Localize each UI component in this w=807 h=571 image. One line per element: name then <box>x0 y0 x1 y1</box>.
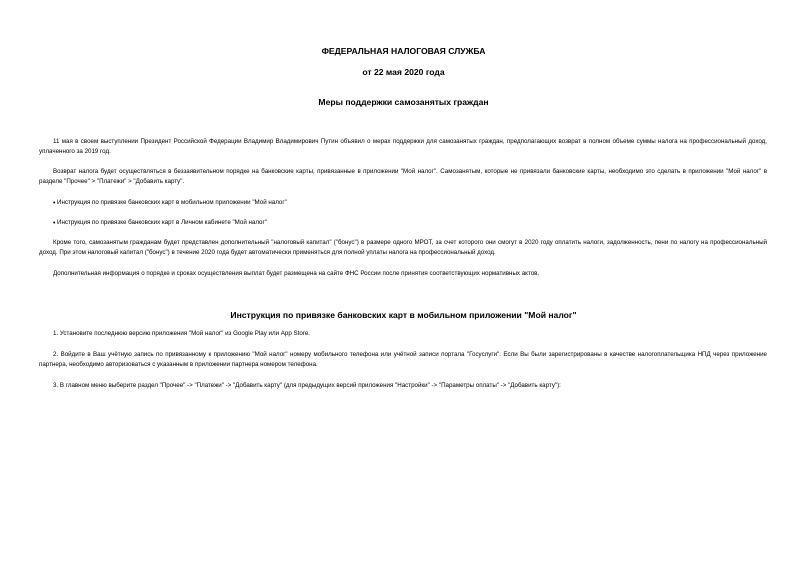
section-title: Инструкция по привязке банковских карт в мобильном приложении "Мой налог" <box>230 310 577 320</box>
step-2: 2. Войдите в Ваш учётную запись по привязанному к приложению "Мой налог" номеру мобильного телефона или учётной записи портала "Госуслуги". Если Вы были зарегистрированы в качестве налогоплательщика НПД через приложение партнера, необходимо авторизоваться с указанным в приложении партнера номером телефона. <box>39 351 767 368</box>
bullet-icon: • <box>53 220 56 227</box>
paragraph-additional-info: Дополнительная информация о порядке и сроках осуществления выплат будет размещена на сайте ФНС России после принятия соответствующих нормативных актов. <box>53 270 540 277</box>
paragraph-announcement: 11 мая в своем выступлении Президент Российской Федерации Владимир Владимирович Путин объявил о мерах поддержки для самозанятых граждан, предполагающих возврат в полном объеме суммы налога на профессиональный доход, уплаченного за 2019 год. <box>39 138 767 155</box>
paragraph-tax-capital: Кроме того, самозанятым гражданам будет представлен дополнительный "налоговый капитал" ("бонус") в размере одного МРОТ, за счет которого они смогут в 2020 году оплатить налоги, задолженность, пени по налогу на профессиональный доход. При этом налоговый капитал ("бонус") в течение 2020 года будет автоматически применяться для полной уплаты налога на профессиональный доход. <box>39 239 767 256</box>
date-heading: от 22 мая 2020 года <box>362 67 445 77</box>
step-3: 3. В главном меню выберите раздел "Прочее" -> "Платежи" -> "Добавить карту" (для предыдущих версий приложения "Настройки" -> "Параметры оплаты" -> "Добавить карту"): <box>53 382 561 389</box>
link-label: Инструкция по привязке банковских карт в мобильном приложении "Мой налог" <box>57 199 287 206</box>
bullet-icon: • <box>53 200 56 207</box>
link-personal-account-instruction[interactable] <box>53 218 267 228</box>
org-heading: ФЕДЕРАЛЬНАЯ НАЛОГОВАЯ СЛУЖБА <box>321 46 486 56</box>
page-title: Меры поддержки самозанятых граждан <box>318 97 489 107</box>
link-label: Инструкция по привязке банковских карт в Личном кабинете "Мой налог" <box>57 219 267 226</box>
step-1: 1. Установите последнюю версию приложения "Мой налог" из Google Play или App Store. <box>53 330 310 337</box>
paragraph-refund: Возврат налога будет осуществляться в беззаявительном порядке на банковские карты, привязанные в приложении "Мой налог". Самозанятым, которые не привязали банковские карты, необходимо это сделать в приложении "Мой налог" в разделе "Прочее" > "Платежи" > "Добавить карту". <box>39 168 767 185</box>
link-mobile-app-instruction[interactable] <box>53 198 287 208</box>
